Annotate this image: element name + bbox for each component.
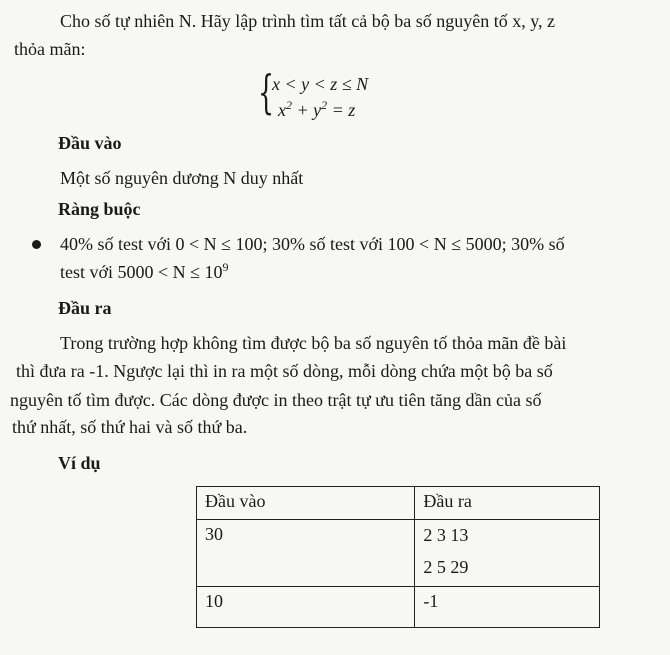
example-table	[196, 486, 600, 628]
output-heading: Đầu ra	[58, 298, 112, 318]
output-line-1: Trong trường hợp không tìm được bộ ba số nguyên tố thỏa mãn đề bài	[60, 333, 567, 353]
left-brace-icon: {	[258, 65, 275, 119]
row2-input: 10	[197, 587, 415, 628]
example-heading: Ví dụ	[58, 453, 101, 473]
intro-line-2: thỏa mãn:	[14, 39, 86, 59]
output-line-4: thứ nhất, số thứ hai và số thứ ba.	[12, 417, 248, 437]
constraints-heading: Ràng buộc	[58, 199, 141, 219]
table-row	[197, 587, 600, 628]
row1-input: 30	[197, 520, 415, 587]
row1-output-line-1: 2 3 13	[423, 525, 469, 545]
output-line-3: nguyên tố tìm được. Các dòng được in theo trật tự ưu tiên tăng dần của số	[10, 390, 542, 410]
equation-inequality: x < y < z ≤ N	[272, 74, 369, 94]
header-input: Đầu vào	[197, 487, 415, 520]
row2-output: -1	[415, 587, 600, 628]
constraint-line-2: test với $5000 < N \le 10^9$	[60, 260, 229, 282]
output-line-2: thì đưa ra -1. Ngược lại thì in ra một số dòng, mỗi dòng chứa một bộ ba số	[16, 361, 553, 381]
row1-output-line-2: 2 5 29	[423, 557, 469, 577]
input-heading: Đầu vào	[58, 133, 122, 153]
equation-sum-of-squares: $x^2 + y^2 = z$	[278, 98, 356, 120]
table-row	[197, 520, 600, 587]
constraint-line-1: 40% số test với 0 < N ≤ 100; 30% số test với 100 < N ≤ 5000; 30% số	[60, 234, 565, 254]
input-description: Một số nguyên dương N duy nhất	[60, 168, 304, 188]
row1-output	[415, 520, 600, 587]
intro-line-1: Cho số tự nhiên N. Hãy lập trình tìm tất cả bộ ba số nguyên tố x, y, z	[60, 11, 556, 31]
bullet-icon	[32, 240, 41, 249]
header-output: Đầu ra	[415, 487, 600, 520]
table-header-row	[197, 487, 600, 520]
equation-system	[258, 65, 398, 126]
